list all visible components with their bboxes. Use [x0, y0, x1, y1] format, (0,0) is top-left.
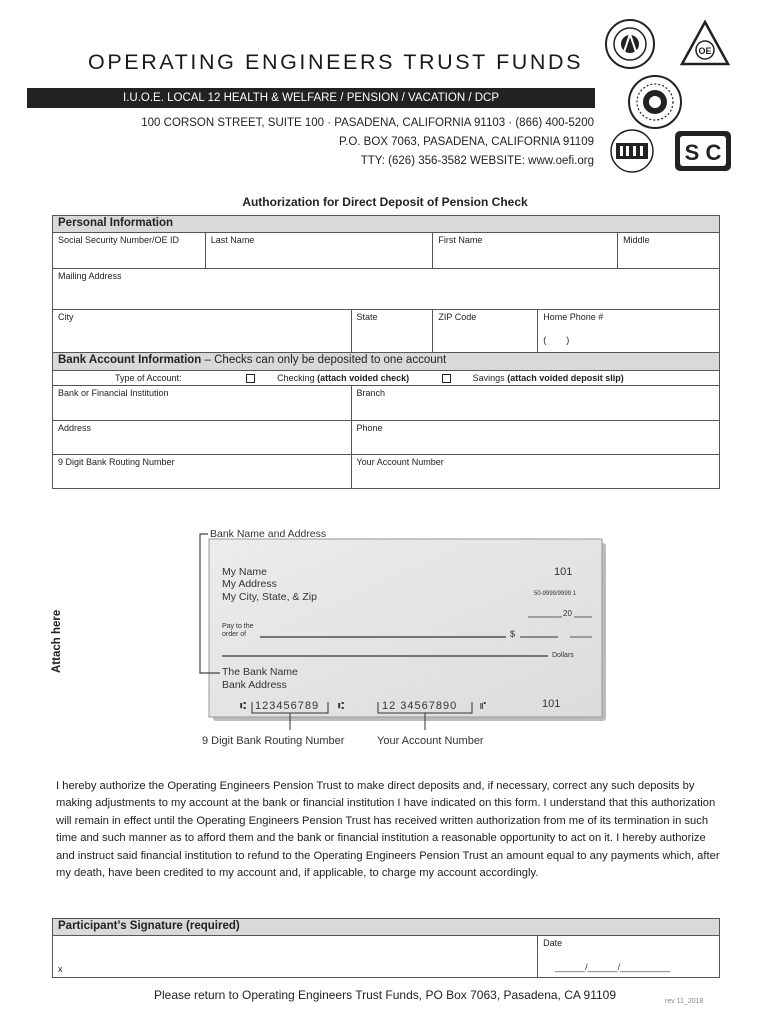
bank-name-address-caption: Bank Name and Address: [210, 528, 327, 540]
check-bank-address: Bank Address: [222, 679, 287, 691]
ssn-field[interactable]: Social Security Number/OE ID: [53, 233, 206, 269]
city-field[interactable]: City: [53, 310, 352, 353]
bank-phone-field[interactable]: Phone: [351, 421, 720, 455]
check-dollar-sign: $: [510, 629, 516, 639]
oe-logo-text: OE: [698, 46, 712, 56]
micr-account-number: 12 34567890: [382, 700, 458, 712]
account-type-row: [53, 371, 720, 386]
signature-field[interactable]: [53, 936, 538, 978]
zip-code-field[interactable]: ZIP Code: [433, 310, 538, 353]
area-code-parens: ( ): [543, 335, 570, 345]
po-box-address: P.O. BOX 7063, PASADENA, CALIFORNIA 91109: [338, 136, 594, 148]
first-name-field[interactable]: First Name: [433, 233, 618, 269]
check-pay-to: Pay to the: [222, 623, 254, 630]
bank-address-field[interactable]: Address: [53, 421, 352, 455]
check-date-suffix: 20: [563, 609, 572, 618]
tty-website: TTY: (626) 356-3582 WEBSITE: www.oefi.org: [360, 155, 594, 167]
application-form-table: [52, 215, 720, 489]
sample-check-diagram: [190, 520, 620, 750]
account-number-field[interactable]: Your Account Number: [351, 455, 720, 489]
state-field[interactable]: State: [351, 310, 433, 353]
micr-symbol-left: ⑆: [240, 701, 246, 712]
form-title: Authorization for Direct Deposit of Pension Check: [242, 195, 528, 209]
apprentice-badge-logo: [606, 128, 658, 174]
sc-logo-text: S C: [684, 140, 722, 165]
check-order-of: order of: [222, 631, 247, 638]
bank-info-heading: [53, 353, 720, 371]
signature-x-mark: x: [58, 964, 63, 974]
middle-name-field[interactable]: Middle: [618, 233, 720, 269]
micr-check-number: 101: [542, 698, 561, 710]
micr-symbol-mid: ⑆: [338, 701, 344, 712]
check-number-top: 101: [554, 566, 573, 578]
checking-checkbox[interactable]: [246, 374, 255, 383]
account-number-caption: Your Account Number: [377, 735, 484, 747]
personal-info-heading: Personal Information: [53, 216, 720, 233]
savings-label: Savings: [472, 373, 505, 383]
savings-checkbox[interactable]: [442, 374, 451, 383]
branch-field[interactable]: Branch: [351, 386, 720, 421]
check-my-city: My City, State, & Zip: [222, 591, 317, 603]
revision-code: rev 11_2018: [665, 998, 704, 1005]
checking-note: (attach voided check): [317, 373, 410, 383]
micr-routing-number: 123456789: [255, 700, 320, 712]
return-address-footer: Please return to Operating Engineers Trust Funds, PO Box 7063, Pasadena, CA 91109: [153, 988, 617, 1002]
bank-institution-field[interactable]: Bank or Financial Institution: [53, 386, 352, 421]
union-seal-logo: [604, 18, 656, 70]
attach-here-label: Attach here: [51, 609, 63, 673]
sc-badge-logo: [674, 130, 732, 172]
home-phone-label: Home Phone #: [543, 312, 604, 322]
check-dollars-label: Dollars: [552, 652, 574, 659]
routing-number-caption: 9 Digit Bank Routing Number: [202, 735, 345, 747]
home-phone-field[interactable]: [538, 310, 720, 353]
date-label: Date: [543, 938, 563, 948]
account-type-label: Type of Account:: [115, 373, 182, 383]
pension-seal-logo: [626, 74, 684, 130]
authorization-statement: I hereby authorize the Operating Engineers Pension Trust to make direct deposits and, if necessary, correct any such deposits by making adjustments to my account at the bank or financial institution I have indicated on this form. I understand that this authorization will remain in effect until the Operating Engineers Pension Trust has received written authorization from me of its termination in such time and such manner as to afford them and the bank or financial institution a reasonable opportunity to act on it. I hereby authorize and instruct said financial institution to refund to the Operating Engineers Pension Trust an amount equal to any payments which, after my death, have been credited to my account and, if applicable, to charge my account accordingly.: [56, 780, 720, 880]
checking-label: Checking: [277, 373, 315, 383]
signature-heading: Participant’s Signature (required): [53, 919, 720, 936]
check-bank-name: The Bank Name: [222, 666, 298, 678]
fund-banner: I.U.O.E. LOCAL 12 HEALTH & WELFARE / PENSION / VACATION / DCP: [27, 88, 595, 108]
signature-table: [52, 918, 720, 978]
mailing-address-field[interactable]: Mailing Address: [53, 269, 720, 310]
savings-note: (attach voided deposit slip): [507, 373, 624, 383]
last-name-field[interactable]: Last Name: [205, 233, 433, 269]
bank-heading-bold: Bank Account Information: [58, 354, 202, 366]
street-address: 100 CORSON STREET, SUITE 100 · PASADENA, CALIFORNIA 91103 · (866) 400-5200: [141, 117, 594, 129]
date-field[interactable]: [538, 936, 720, 978]
date-blank: ______/______/__________: [555, 962, 671, 972]
check-my-name: My Name: [222, 566, 267, 578]
oe-triangle-logo: [680, 20, 730, 66]
bank-heading-note: – Checks can only be deposited to one account: [201, 354, 447, 366]
check-fraction-code: 50-9999/9999 1: [534, 591, 577, 597]
routing-number-field[interactable]: 9 Digit Bank Routing Number: [53, 455, 352, 489]
organization-title: OPERATING ENGINEERS TRUST FUNDS: [88, 50, 584, 74]
micr-symbol-right: ⑈: [480, 701, 486, 712]
check-my-address: My Address: [222, 578, 277, 590]
